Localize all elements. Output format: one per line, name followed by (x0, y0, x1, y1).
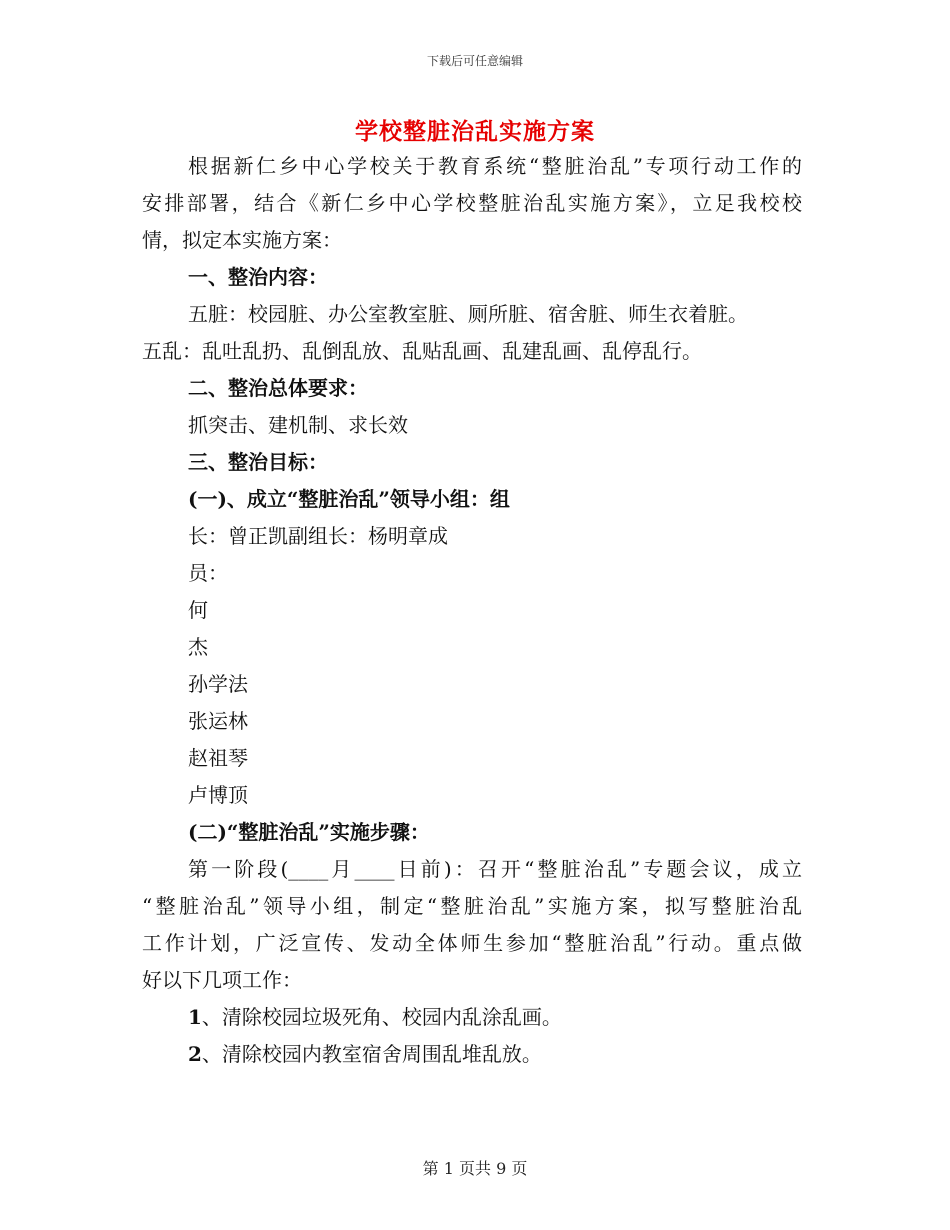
intro-line-2: 安排部署，结合《新仁乡中心学校整脏治乱实施方案》，立足我校校 (142, 191, 802, 215)
page-header-note: 下载后可任意编辑 (426, 54, 523, 68)
wuluan-line: 五乱：乱吐乱扔、乱倒乱放、乱贴乱画、乱建乱画、乱停乱行。 (142, 339, 702, 363)
stage1-line-4: 好以下几项工作： (142, 968, 302, 992)
task-text: 、清除校园内教室宿舍周围乱堆乱放。 (201, 1042, 542, 1066)
member-name: 孙学法 (188, 672, 248, 696)
task-item-2 (142, 1036, 802, 1073)
member-name: 何 (188, 598, 208, 622)
task-number: 1 (188, 1005, 202, 1029)
stage1-line-1: 第一阶段(____月____日前)：召开“整脏治乱”专题会议，成立 (188, 857, 802, 881)
member-name: 赵祖琴 (188, 746, 248, 770)
intro-line-1: 根据新仁乡中心学校关于教育系统“整脏治乱”专项行动工作的 (188, 154, 802, 178)
intro-line-3: 情，拟定本实施方案： (142, 228, 342, 252)
member-name: 卢博顶 (188, 783, 248, 807)
document-body (142, 148, 802, 1073)
page-footer-number: 第 1 页共 9 页 (422, 1159, 528, 1178)
members-label: 员： (188, 561, 228, 585)
sub1-heading: (一)、成立“整脏治乱”领导小组：组 (188, 487, 510, 511)
member-name: 杰 (188, 635, 208, 659)
member-name: 张运林 (188, 709, 248, 733)
wuzang-line: 五脏：校园脏、办公室教室脏、厕所脏、宿舍脏、师生衣着脏。 (188, 302, 748, 326)
document-title: 学校整脏治乱实施方案 (355, 118, 595, 145)
section2-heading: 二、整治总体要求： (188, 376, 368, 400)
task-number: 2 (188, 1042, 202, 1066)
task-item-1 (142, 999, 802, 1036)
task-text: 、清除校园垃圾死角、校园内乱涂乱画。 (201, 1005, 562, 1029)
stage1-line-3: 工作计划，广泛宣传、发动全体师生参加“整脏治乱”行动。重点做 (142, 931, 802, 955)
section3-heading: 三、整治目标： (188, 450, 328, 474)
section2-text: 抓突击、建机制、求长效 (188, 413, 408, 437)
section1-heading: 一、整治内容： (188, 265, 328, 289)
stage1-line-2: “整脏治乱”领导小组，制定“整脏治乱”实施方案，拟写整脏治乱 (142, 894, 802, 918)
sub2-heading: (二)“整脏治乱”实施步骤： (188, 820, 430, 844)
leaders-line: 长：曾正凯副组长：杨明章成 (188, 524, 448, 548)
